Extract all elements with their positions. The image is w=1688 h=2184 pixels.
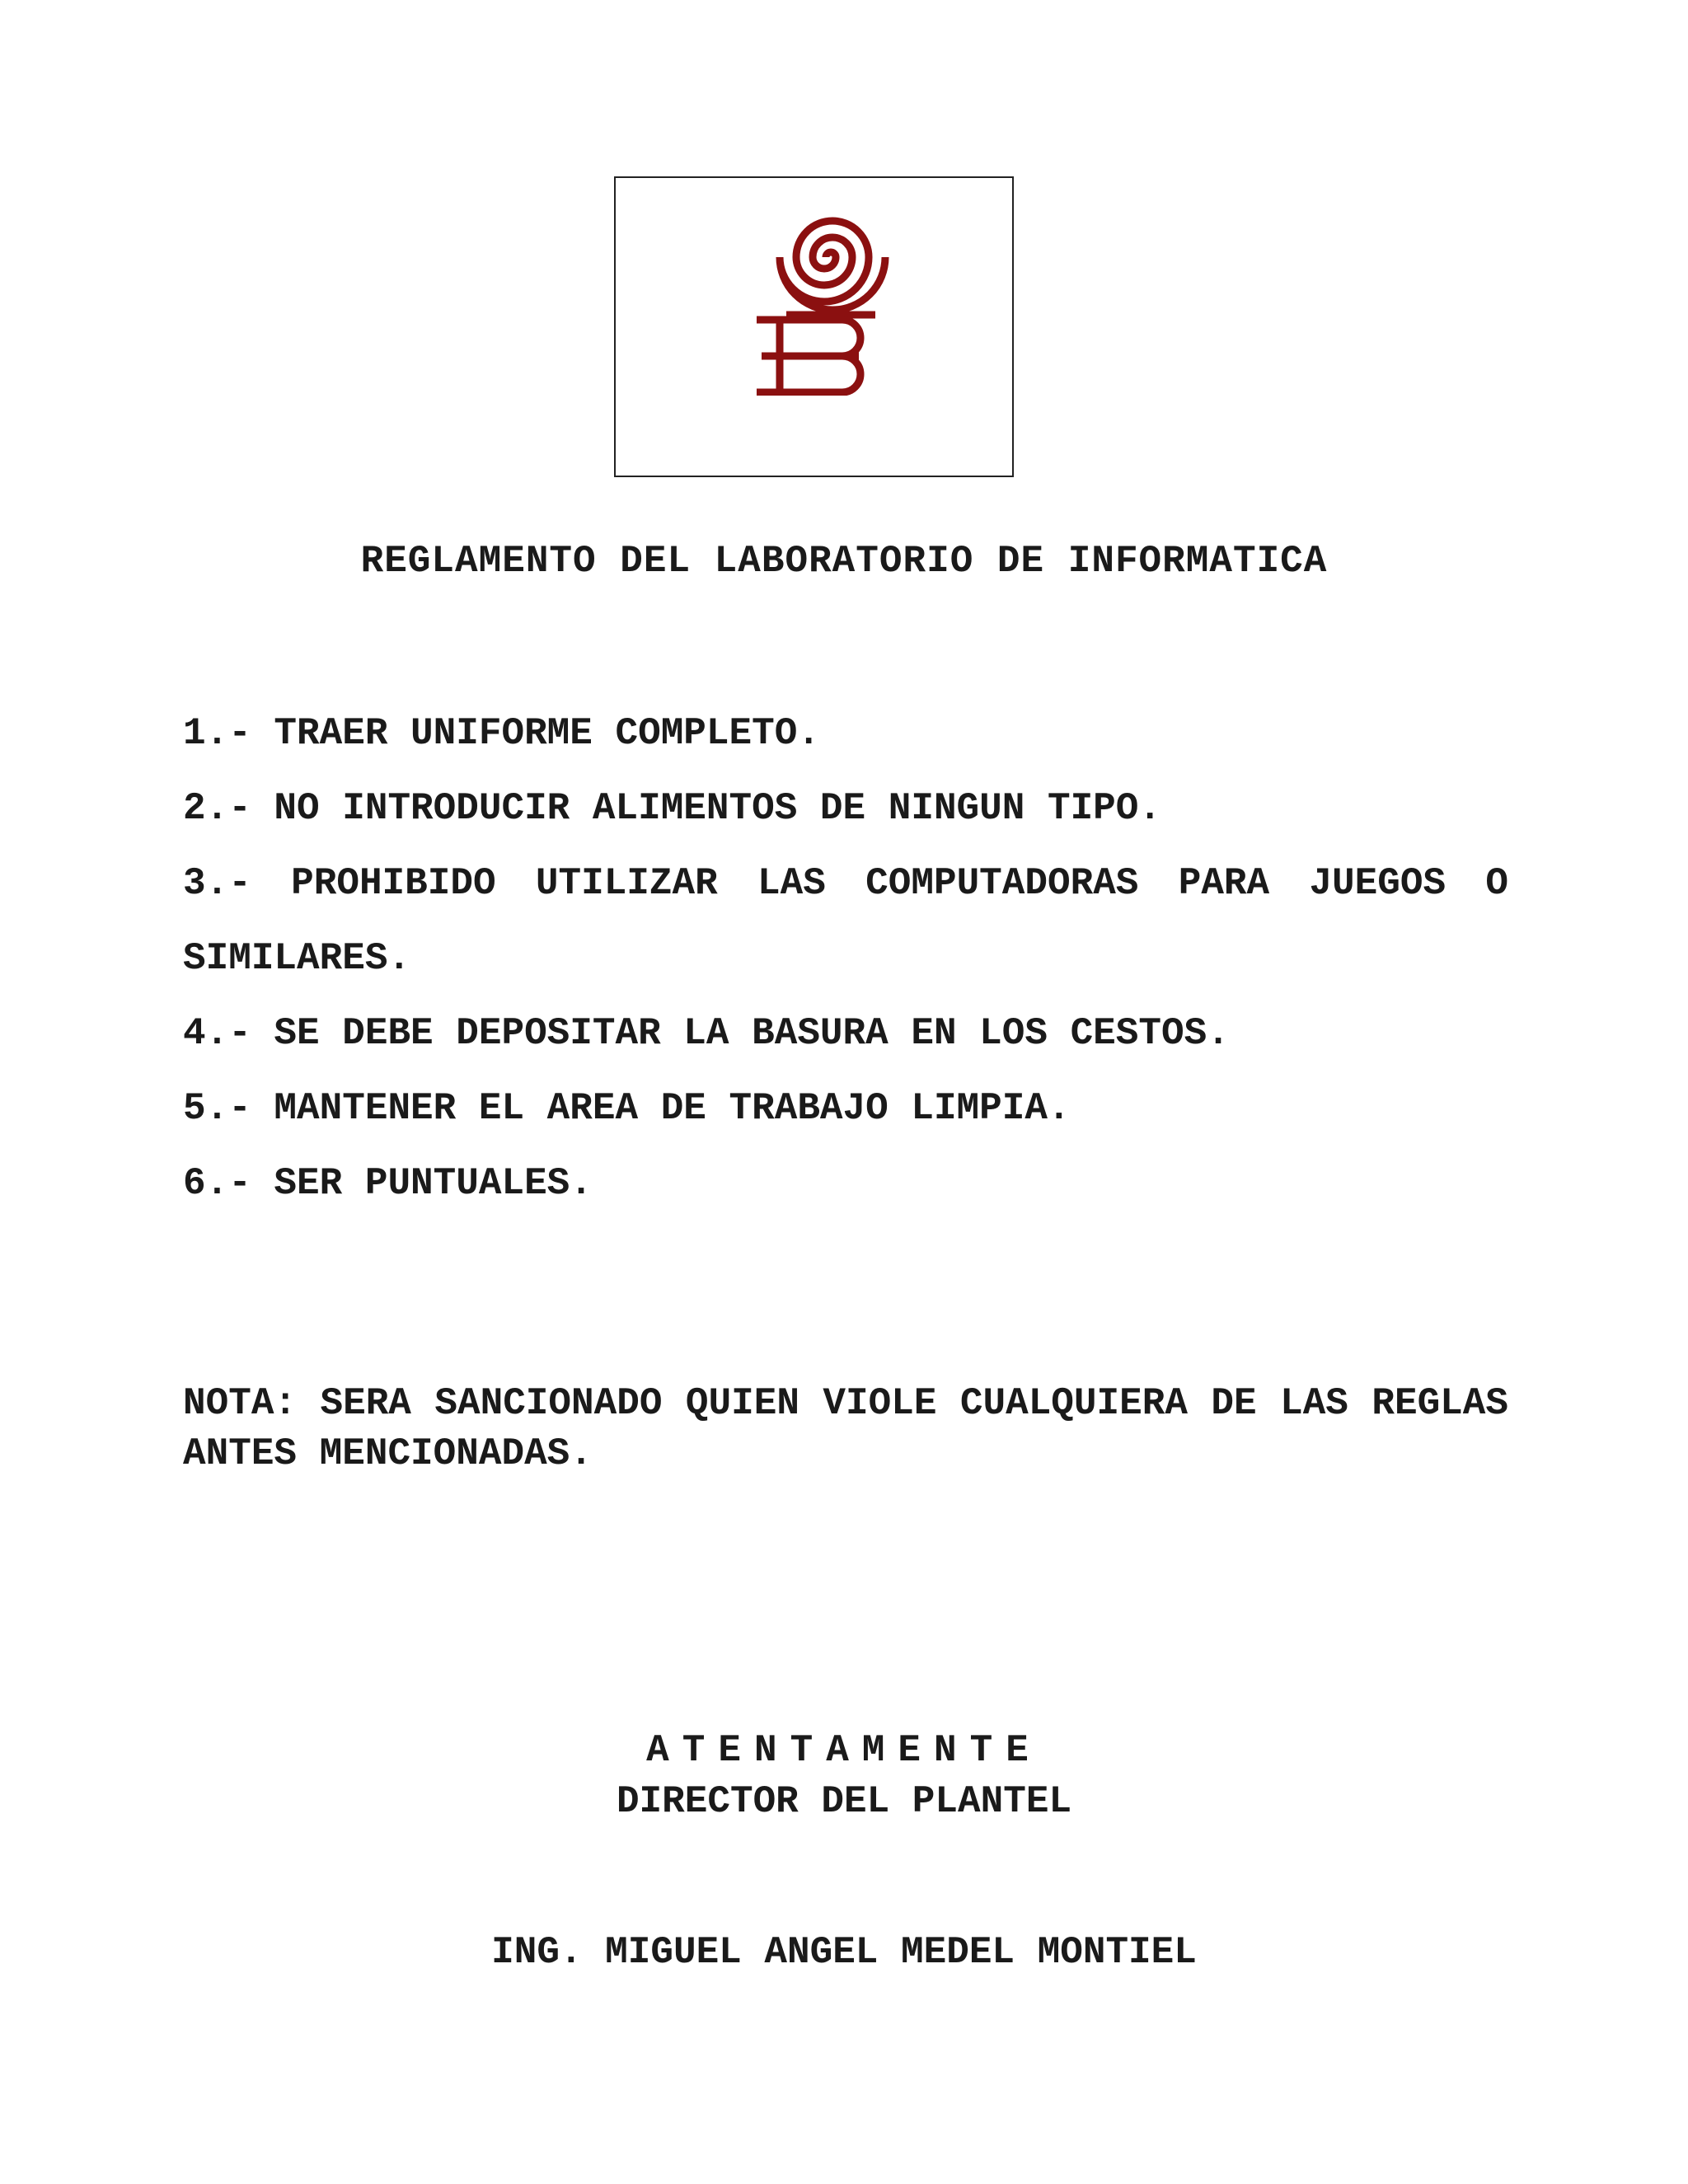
spiral-book-logo-icon — [743, 190, 917, 396]
rule-item-6: 6.- SER PUNTUALES. — [183, 1162, 593, 1205]
note-paragraph: NOTA: SERA SANCIONADO QUIEN VIOLE CUALQUIERA DE LAS REGLAS ANTES MENCIONADAS. — [183, 1382, 1508, 1475]
rule-item-1: 1.- TRAER UNIFORME COMPLETO. — [183, 712, 820, 755]
page-title: REGLAMENTO DEL LABORATORIO DE INFORMATICA — [360, 540, 1328, 583]
rule-item-4: 4.- SE DEBE DEPOSITAR LA BASURA EN LOS CESTOS. — [183, 1012, 1230, 1055]
rule-item-5: 5.- MANTENER EL AREA DE TRABAJO LIMPIA. — [183, 1087, 1071, 1130]
rule-item-3: 3.- PROHIBIDO UTILIZAR LAS COMPUTADORAS PARA JUEGOS O SIMILARES. — [183, 862, 1508, 980]
signature-name: ING. MIGUEL ANGEL MEDEL MONTIEL — [491, 1931, 1197, 1974]
signature-closing: ATENTAMENTE — [646, 1729, 1042, 1772]
signature-role: DIRECTOR DEL PLANTEL — [616, 1780, 1072, 1823]
rules-list — [183, 696, 1508, 1221]
logo-frame — [614, 176, 1014, 477]
rule-item-2: 2.- NO INTRODUCIR ALIMENTOS DE NINGUN TIPO. — [183, 787, 1161, 830]
